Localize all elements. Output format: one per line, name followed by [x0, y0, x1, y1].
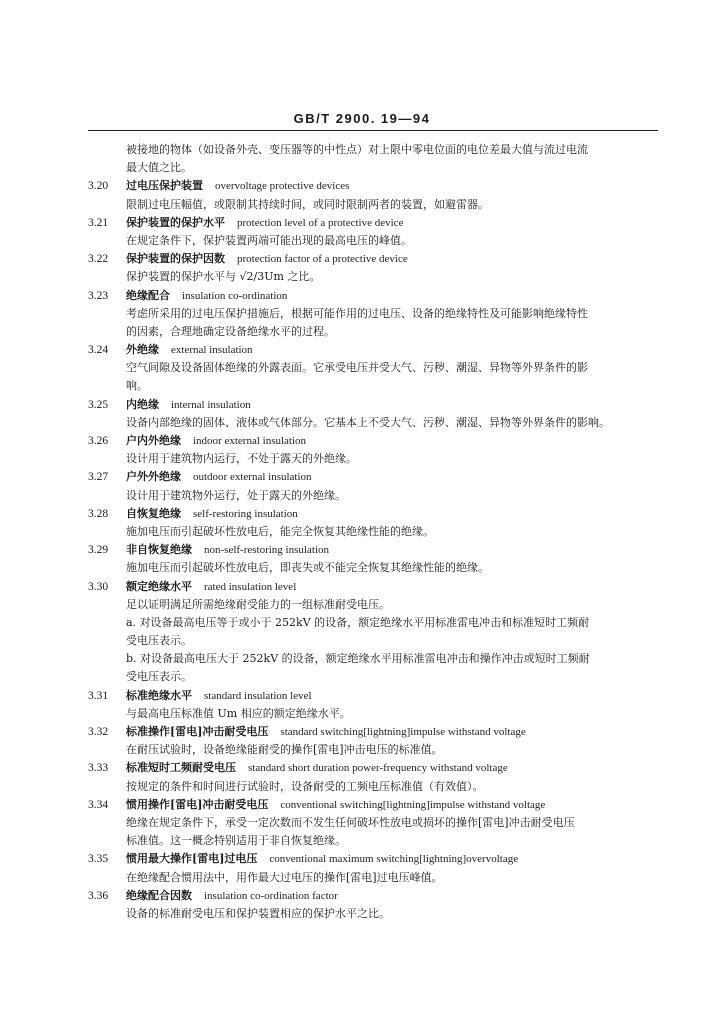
- clause-number: 3.35: [88, 853, 109, 866]
- definition-text: 在绝缘配合惯用法中，用作最大过电压的操作[雷电]过电压峰值。: [126, 870, 443, 884]
- term-en: internal insulation: [171, 398, 251, 411]
- term-title: [126, 396, 251, 414]
- term-zh: 惯用最大操作[雷电]过电压: [126, 852, 258, 866]
- definition-text: 受电压表示。: [126, 634, 192, 648]
- standard-header: GB/T 2900. 19—94: [293, 111, 431, 126]
- term-en: overvoltage protective devices: [215, 180, 350, 193]
- definition-line: [0, 523, 724, 541]
- definition-text: b. 对设备最高电压大于 252kV 的设备，额定绝缘水平用标准雷电冲击和操作冲击或短时工频耐: [126, 652, 590, 666]
- clause-number: 3.33: [88, 762, 109, 775]
- definition-line: [0, 741, 724, 759]
- clause-number: 3.24: [88, 344, 109, 357]
- term-title: [126, 468, 312, 486]
- definition-line: [0, 377, 724, 395]
- term-en: rated insulation level: [204, 580, 297, 593]
- term-title: [126, 887, 338, 905]
- term-zh: 内绝缘: [126, 397, 159, 411]
- definition-line: [0, 268, 724, 286]
- definition-text: a. 对设备最高电压等于或小于 252kV 的设备，额定绝缘水平用标准雷电冲击和标准短时工频耐: [126, 615, 590, 629]
- term-title: [126, 505, 298, 523]
- definition-line: [0, 487, 724, 505]
- definition-line: [0, 305, 724, 323]
- term-zh: 保护装置的保护水平: [126, 215, 225, 229]
- definition-line: [0, 596, 724, 614]
- clause-number: 3.27: [88, 471, 109, 484]
- definition-line: [0, 778, 724, 796]
- document-body: [0, 141, 724, 923]
- definition-text: 足以证明满足所需绝缘耐受能力的一组标准耐受电压。: [126, 597, 390, 611]
- term-zh: 过电压保护装置: [126, 179, 203, 193]
- term-heading: [0, 250, 724, 268]
- term-zh: 标准绝缘水平: [126, 688, 192, 702]
- term-heading: [0, 541, 724, 559]
- definition-text: 空气间隙及设备固体绝缘的外露表面。它承受电压并受大气、污秽、潮湿、异物等外界条件的影: [126, 361, 588, 375]
- term-en: insulation co-ordination: [182, 289, 288, 302]
- term-heading: [0, 687, 724, 705]
- term-zh: 户内外绝缘: [126, 434, 181, 447]
- term-title: [126, 578, 296, 596]
- term-zh: 外绝缘: [126, 343, 159, 357]
- term-title: [126, 250, 408, 268]
- term-heading: [0, 214, 724, 232]
- definition-text: 设计用于建筑物外运行，处于露天的外绝缘。: [126, 488, 346, 502]
- definition-text: 考虑所采用的过电压保护措施后，根据可能作用的过电压、设备的绝缘特性及可能影响绝缘特性: [126, 306, 588, 320]
- term-zh: 户外外绝缘: [126, 470, 181, 484]
- term-title: [126, 177, 349, 195]
- definition-line: [0, 832, 724, 850]
- definition-line: [0, 359, 724, 377]
- lead-text: 被接地的物体（如设备外壳、变压器等的中性点）对上限中零电位面的电位差最大值与流过电流: [126, 143, 588, 156]
- definition-line: [0, 632, 724, 650]
- term-en: insulation co-ordination factor: [204, 889, 338, 902]
- term-en: self-restoring insulation: [193, 507, 298, 520]
- term-en: protection factor of a protective device: [237, 253, 408, 266]
- clause-number: 3.34: [88, 798, 109, 811]
- term-en: standard short duration power-frequency withstand voltage: [248, 762, 508, 775]
- definition-line: [0, 232, 724, 250]
- term-heading: [0, 887, 724, 905]
- term-en: standard insulation level: [204, 689, 312, 702]
- term-en: conventional maximum switching[lightning]overvoltage: [269, 853, 519, 866]
- term-zh: 自恢复绝缘: [126, 506, 181, 520]
- definition-line: [0, 196, 724, 214]
- term-zh: 保护装置的保护因数: [126, 252, 225, 266]
- definition-line: [0, 705, 724, 723]
- definition-line: [0, 650, 724, 668]
- clause-number: 3.31: [88, 689, 109, 702]
- definition-text: 在规定条件下，保护装置两端可能出现的最高电压的峰值。: [126, 233, 412, 247]
- term-heading: [0, 177, 724, 195]
- term-title: [126, 687, 312, 705]
- term-zh: 标准短时工频耐受电压: [126, 761, 236, 775]
- clause-number: 3.20: [88, 180, 109, 193]
- term-en: indoor external insulation: [193, 435, 307, 447]
- definition-line: [0, 559, 724, 577]
- clause-number: 3.26: [88, 435, 109, 447]
- term-en: conventional switching[lightning]impulse withstand voltage: [280, 798, 546, 811]
- term-title: [126, 432, 306, 450]
- clause-number: 3.36: [88, 889, 109, 902]
- term-zh: 非自恢复绝缘: [126, 543, 192, 557]
- definition-line: [0, 668, 724, 686]
- definition-text: 施加电压而引起破坏性放电后，即丧失或不能完全恢复其绝缘性能的绝缘。: [126, 561, 489, 575]
- term-title: [126, 723, 526, 741]
- term-heading: [0, 396, 724, 414]
- term-en: standard switching[lightning]impulse withstand voltage: [280, 726, 526, 738]
- definition-text: 的因素，合理地确定设备绝缘水平的过程。: [126, 324, 335, 338]
- definition-text: 设备的标准耐受电压和保护装置相应的保护水平之比。: [126, 906, 390, 920]
- term-en: protection level of a protective device: [237, 216, 404, 229]
- lead-line: [0, 141, 724, 159]
- definition-line: [0, 414, 724, 432]
- term-title: [126, 759, 508, 777]
- clause-number: 3.32: [88, 726, 109, 738]
- definition-line: [0, 450, 724, 468]
- term-heading: [0, 578, 724, 596]
- term-title: [126, 341, 253, 359]
- definition-text: 限制过电压幅值，或限制其持续时间，或同时限制两者的装置，如避雷器。: [126, 197, 489, 211]
- term-en: outdoor external insulation: [193, 471, 312, 484]
- term-zh: 额定绝缘水平: [126, 579, 192, 593]
- header-rule: [88, 130, 658, 131]
- term-heading: [0, 341, 724, 359]
- definition-text: 施加电压而引起破坏性放电后，能完全恢复其绝缘性能的绝缘。: [126, 524, 434, 538]
- definition-text: 按规定的条件和时间进行试验时，设备耐受的工频电压标准值（有效值）。: [126, 779, 484, 793]
- definition-text: 设计用于建筑物内运行，不处于露天的外绝缘。: [126, 452, 357, 466]
- term-heading: [0, 287, 724, 305]
- term-title: [126, 287, 287, 305]
- definition-text: 设备内部绝缘的固体、液体或气体部分。它基本上不受大气、污秽、潮湿、异物等外界条件的影响。: [126, 415, 610, 429]
- term-title: [126, 850, 518, 868]
- term-zh: 惯用操作[雷电]冲击耐受电压: [126, 797, 269, 811]
- lead-text: 最大值之比。: [126, 161, 192, 175]
- term-heading: [0, 432, 724, 450]
- term-heading: [0, 468, 724, 486]
- term-title: [126, 214, 403, 232]
- definition-text: 受电压表示。: [126, 670, 192, 684]
- clause-number: 3.30: [88, 580, 109, 593]
- lead-line: [0, 159, 724, 177]
- clause-number: 3.23: [88, 289, 109, 302]
- definition-text: 绝缘在规定条件下，承受一定次数而不发生任何破坏性放电或损坏的操作[雷电]冲击耐受电压: [126, 815, 575, 829]
- definition-text: 响。: [126, 379, 148, 393]
- term-zh: 绝缘配合: [126, 288, 170, 302]
- clause-number: 3.21: [88, 216, 109, 229]
- term-en: non-self-restoring insulation: [204, 544, 329, 557]
- term-heading: [0, 850, 724, 868]
- term-heading: [0, 505, 724, 523]
- definition-line: [0, 905, 724, 923]
- definition-text: 在耐压试验时，设备绝缘能耐受的操作[雷电]冲击电压的标准值。: [126, 743, 443, 757]
- clause-number: 3.28: [88, 507, 109, 520]
- clause-number: 3.29: [88, 544, 109, 557]
- clause-number: 3.22: [88, 253, 109, 266]
- term-title: [126, 796, 545, 814]
- definition-line: [0, 323, 724, 341]
- clause-number: 3.25: [88, 398, 109, 411]
- term-en: external insulation: [171, 344, 253, 357]
- definition-line: [0, 814, 724, 832]
- definition-line: [0, 869, 724, 887]
- term-heading: [0, 759, 724, 777]
- term-zh: 绝缘配合因数: [126, 888, 192, 902]
- term-zh: 标准操作[雷电]冲击耐受电压: [126, 725, 269, 738]
- definition-text: 保护装置的保护水平与 √2/3Um 之比。: [126, 270, 321, 284]
- term-title: [126, 541, 329, 559]
- definition-text: 标准值。这一概念特别适用于非自恢复绝缘。: [126, 834, 346, 848]
- definition-line: [0, 614, 724, 632]
- definition-text: 与最高电压标准值 Um 相应的额定绝缘水平。: [126, 706, 351, 720]
- term-heading: [0, 723, 724, 741]
- term-heading: [0, 796, 724, 814]
